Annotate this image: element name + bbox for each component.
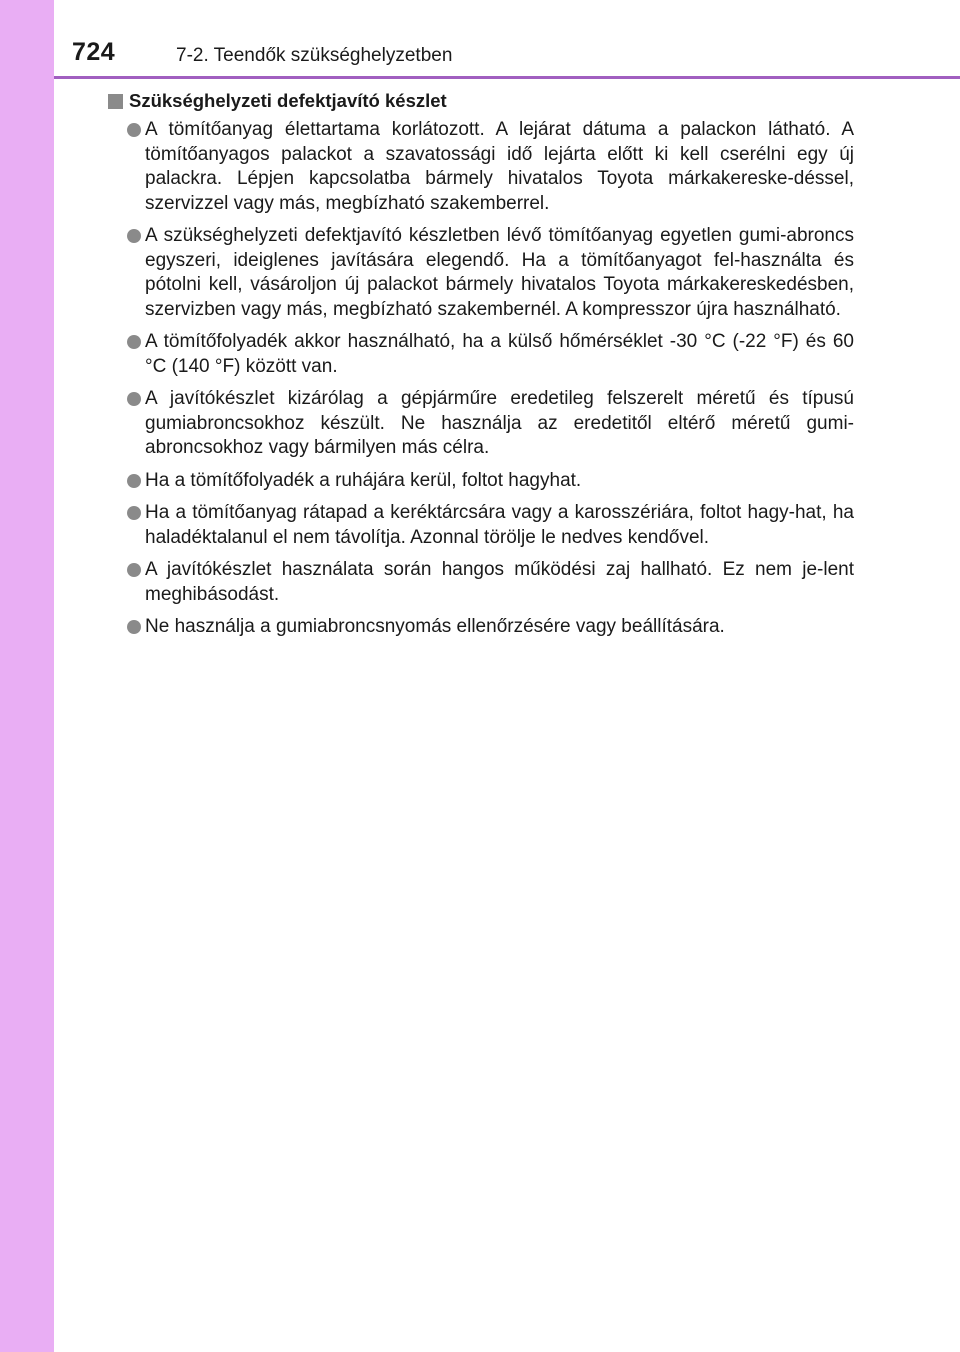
list-item — [108, 387, 854, 461]
list-item — [108, 501, 854, 550]
list-item — [108, 118, 854, 216]
circle-bullet-icon — [127, 229, 141, 243]
list-item-text: Ne használja a gumiabroncsnyomás ellenőrzésére vagy beállítására. — [145, 616, 725, 637]
list-item-text: A szükséghelyzeti defektjavító készletben lévő tömítőanyag egyetlen gumi-abroncs egyszeri, ideiglenes javítására elegendő. Ha a tömítőanyagot fel-használta és pótolni kell, vásároljon új palackot bármely hivatalos Toyota márkakereskedésben, szervizben vagy más, megbízható szakembernél. A kompresszor újra használható. — [145, 225, 854, 320]
subheading-text: Szükséghelyzeti defektjavító készlet — [129, 90, 447, 111]
circle-bullet-icon — [127, 123, 141, 137]
list-item — [108, 558, 854, 607]
circle-bullet-icon — [127, 335, 141, 349]
subheading — [108, 88, 854, 114]
list-item-text: A tömítőanyag élettartama korlátozott. A lejárat dátuma a palackon látható. A tömítőanyagos palackot a szavatossági idő lejárta előtt ki kell cserélni egy új palackra. Lépjen kapcsolatba bármely hivatalos Toyota márkakereske-déssel, szervizzel vagy más, megbízható szakemberrel. — [145, 119, 854, 214]
list-item — [108, 469, 854, 494]
main-content — [108, 88, 854, 648]
list-item — [108, 615, 854, 640]
list-item-text: A javítókészlet használata során hangos működési zaj hallható. Ez nem je-lent meghibásodást. — [145, 559, 854, 605]
circle-bullet-icon — [127, 474, 141, 488]
list-item — [108, 330, 854, 379]
page-header — [0, 0, 960, 80]
side-color-bar — [0, 0, 54, 1352]
list-item — [108, 224, 854, 322]
list-item-text: A javítókészlet kizárólag a gépjárműre eredetileg felszerelt méretű és típusú gumiabroncsokhoz készült. Ne használja az eredetitől eltérő méretű gumi-abroncsokhoz vagy bármilyen más célra. — [145, 388, 854, 458]
circle-bullet-icon — [127, 563, 141, 577]
section-title: 7-2. Teendők szükséghelyzetben — [176, 45, 453, 66]
page-number: 724 — [72, 38, 116, 66]
square-bullet-icon — [108, 94, 123, 109]
circle-bullet-icon — [127, 620, 141, 634]
header-divider — [54, 76, 960, 79]
list-item-text: A tömítőfolyadék akkor használható, ha a külső hőmérséklet -30 °C (-22 °F) és 60 °C (140 °F) között van. — [145, 331, 854, 377]
list-item-text: Ha a tömítőanyag rátapad a keréktárcsára vagy a karosszériára, foltot hagy-hat, ha haladéktalanul el nem távolítja. Azonnal törölje le nedves kendővel. — [145, 502, 854, 548]
circle-bullet-icon — [127, 506, 141, 520]
list-item-text: Ha a tömítőfolyadék a ruhájára kerül, foltot hagyhat. — [145, 469, 582, 491]
circle-bullet-icon — [127, 392, 141, 406]
